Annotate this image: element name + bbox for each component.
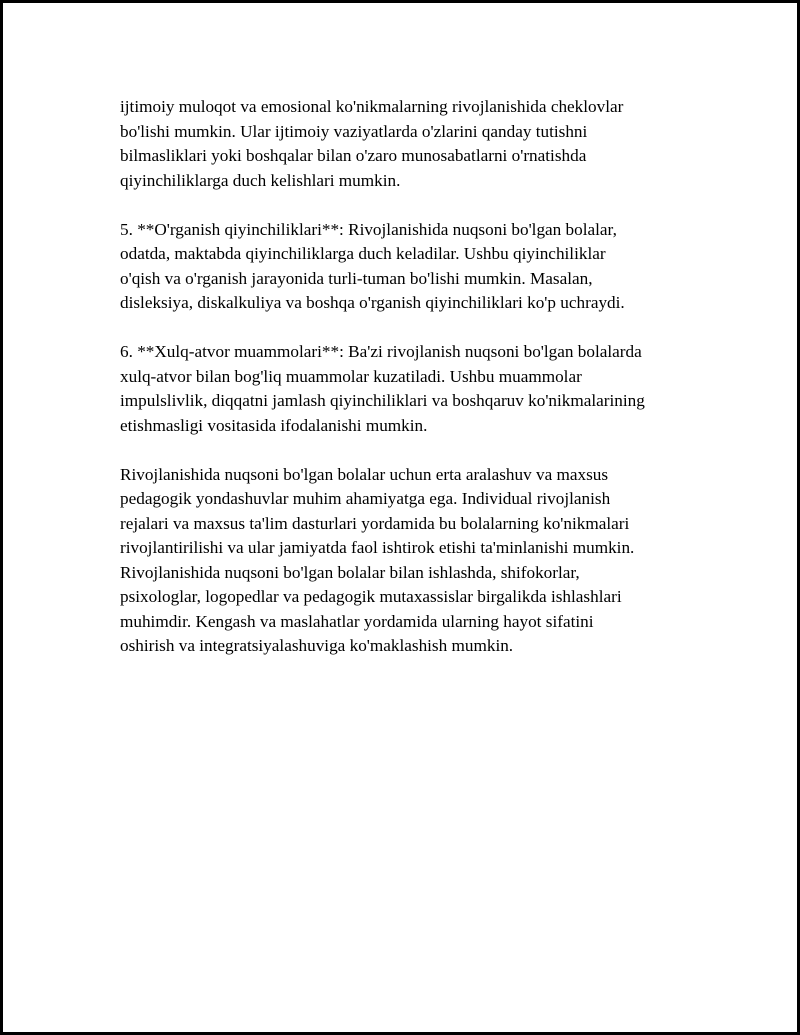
text-line: qiyinchiliklarga duch kelishlari mumkin. <box>120 170 401 190</box>
document-body <box>120 95 700 683</box>
text-line: o'qish va o'rganish jarayonida turli-tuman bo'lishi mumkin. Masalan, <box>120 268 593 288</box>
text-line: rivojlantirilishi va ular jamiyatda faol ishtirok etishi ta'minlanishi mumkin. <box>120 538 635 557</box>
text-line: rejalari va maxsus ta'lim dasturlari yordamida bu bolalarning ko'nikmalari <box>120 513 630 533</box>
text-line: xulq-atvor bilan bog'liq muammolar kuzatiladi. Ushbu muammolar <box>120 366 582 386</box>
text-line: 6. **Xulq-atvor muammolari**: Ba'zi rivojlanish nuqsoni bo'lgan bolalarda <box>120 342 642 361</box>
paragraph-social-skills <box>120 95 700 193</box>
paragraph-behavior-problems <box>120 340 700 438</box>
text-line: muhimdir. Kengash va maslahatlar yordamida ularning hayot sifatini <box>120 611 594 631</box>
text-line: bilmasliklari yoki boshqalar bilan o'zaro munosabatlarni o'rnatishda <box>120 146 587 165</box>
text-line: odatda, maktabda qiyinchiliklarga duch keladilar. Ushbu qiyinchiliklar <box>120 244 606 263</box>
text-line: bo'lishi mumkin. Ular ijtimoiy vaziyatlarda o'zlarini qanday tutishni <box>120 121 588 141</box>
text-line: impulslivlik, diqqatni jamlash qiyinchiliklari va boshqaruv ko'nikmalarining <box>120 391 645 410</box>
text-line: etishmasligi vositasida ifodalanishi mumkin. <box>120 415 428 435</box>
text-line: psixologlar, logopedlar va pedagogik mutaxassislar birgalikda ishlashlari <box>120 587 622 606</box>
text-line: disleksiya, diskalkuliya va boshqa o'rganish qiyinchiliklari ko'p uchraydi. <box>120 293 625 312</box>
text-line: ijtimoiy muloqot va emosional ko'nikmalarning rivojlanishida cheklovlar <box>120 97 624 116</box>
text-line: pedagogik yondashuvlar muhim ahamiyatga ega. Individual rivojlanish <box>120 489 611 508</box>
text-line: Rivojlanishida nuqsoni bo'lgan bolalar bilan ishlashda, shifokorlar, <box>120 562 580 582</box>
paragraph-learning-difficulties <box>120 218 700 316</box>
text-line: oshirish va integratsiyalashuviga ko'maklashish mumkin. <box>120 636 514 655</box>
text-line: Rivojlanishida nuqsoni bo'lgan bolalar uchun erta aralashuv va maxsus <box>120 464 609 484</box>
text-line: 5. **O'rganish qiyinchiliklari**: Rivojlanishida nuqsoni bo'lgan bolalar, <box>120 219 617 239</box>
paragraph-conclusion <box>120 463 700 659</box>
